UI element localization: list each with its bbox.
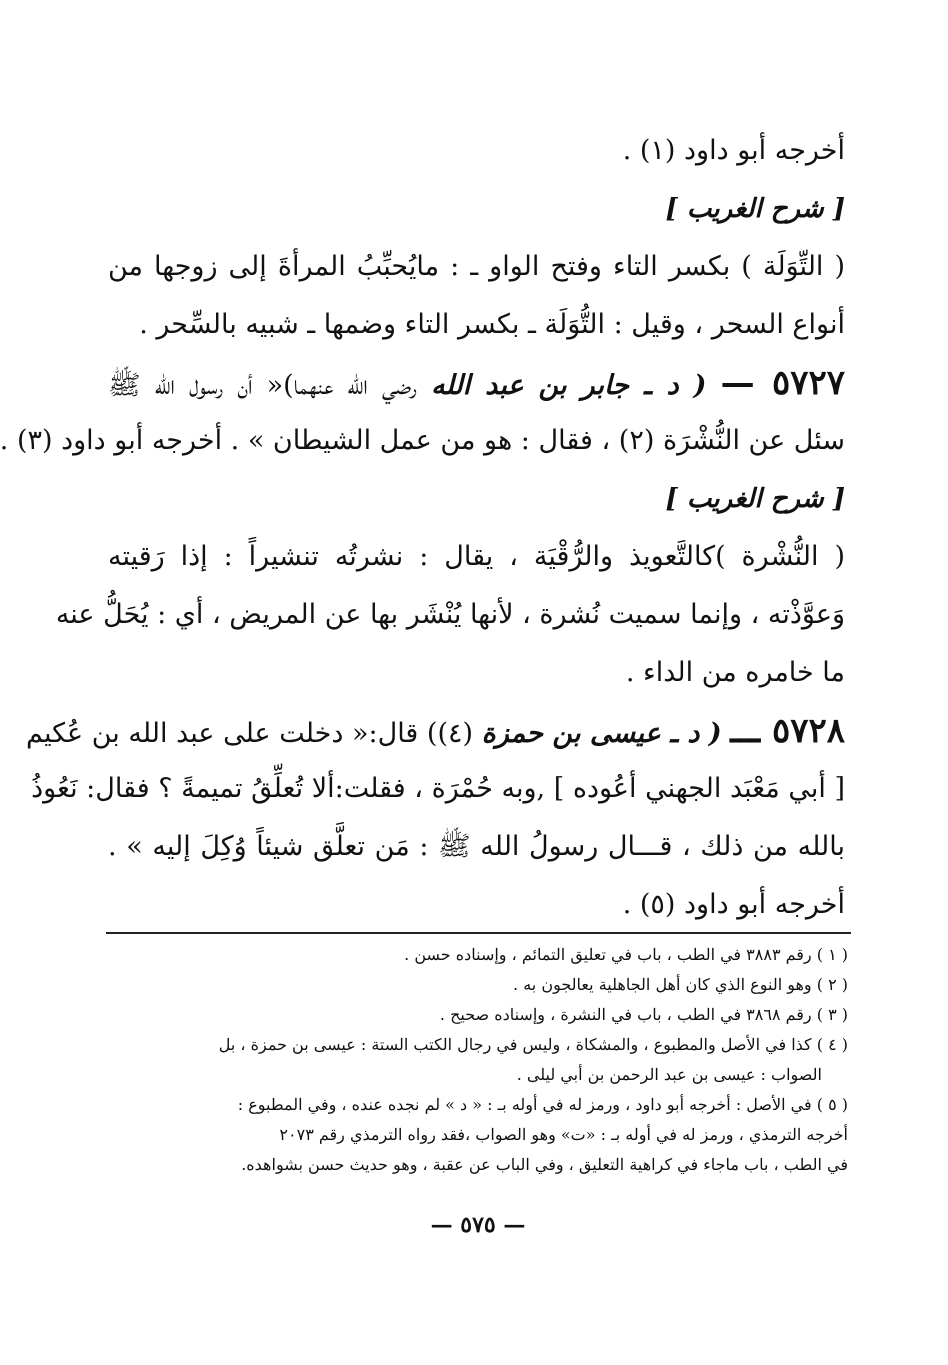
- line-4: أنواع السحر ، وقيل : التُّوَلَة ـ بكسر التاء وضمها ـ شبيه بالسِّحر .: [139, 309, 845, 340]
- footnote-separator: [106, 932, 851, 934]
- footnote-1: [108, 940, 848, 970]
- footnote-marker: ( ٢ ): [816, 975, 848, 994]
- main-text: [0, 122, 846, 934]
- footnote-5-continued-2: في الطب ، باب ماجاء في كراهية التعليق ، وفي الباب عن عقبة ، وهو حديث حسن بشواهده.: [241, 1155, 848, 1174]
- line-10: ما خامره من الداء .: [625, 657, 845, 688]
- hadith-5728-line: [25, 702, 845, 760]
- footnote-marker: ( ٣ ): [816, 1005, 848, 1024]
- hadith-narrator: ( د ـ عيسى بن حمزة: [481, 718, 722, 749]
- footnotes: [108, 940, 848, 1180]
- footnote-4: [108, 1030, 848, 1060]
- hadith-text: رضي الله عنهما)« أن رسول الله ﷺ: [108, 370, 417, 401]
- footnote-marker: ( ٥ ): [816, 1095, 848, 1114]
- line-1: أخرجه أبو داود (١) .: [622, 135, 845, 166]
- footnote-marker: ( ١ ): [816, 945, 848, 964]
- line-6: سئل عن النُّشْرَة (٢) ، فقال : هو من عمل الشيطان » . أخرجه أبو داود (٣) .: [0, 425, 845, 456]
- hadith-number: ٥٧٢٨ ـــ: [730, 711, 845, 751]
- footnote-marker: ( ٤ ): [816, 1035, 848, 1054]
- footnote-2: [108, 970, 848, 1000]
- line-13: بالله من ذلك ، قـــال رسولُ الله ﷺ : مَن تعلَّق شيئاً وُكِلَ إليه » .: [108, 831, 845, 862]
- section-heading-gharib: [ شرح الغريب ]: [665, 194, 845, 224]
- section-heading-gharib-2: [ شرح الغريب ]: [665, 484, 845, 514]
- hadith-5727-line: [108, 354, 845, 412]
- footnote-text: وهو النوع الذي كان أهل الجاهلية يعالجون به .: [513, 975, 812, 994]
- line-14: أخرجه أبو داود (٥) .: [622, 889, 845, 920]
- line-3: ( التِّوَلَة ) بكسر التاء وفتح الواو ـ : مايُحبِّبُ المرأةَ إلى زوجها من: [108, 251, 845, 282]
- hadith-text: (٤)) قال:« دخلت على عبد الله بن عُكيم: [25, 718, 474, 749]
- footnote-3: [108, 1000, 848, 1030]
- hadith-narrator: ( د ـ جابر بن عبد الله: [431, 370, 707, 401]
- footnote-text: في الأصل : أخرجه أبو داود ، ورمز له في أوله بـ : « د » لم نجده عنده ، وفي المطبوع :: [237, 1095, 812, 1114]
- footnote-text: رقم ٣٨٦٨ في الطب ، باب في النشرة ، وإسناده صحيح .: [439, 1005, 812, 1024]
- hadith-number: ٥٧٢٧ —: [720, 363, 846, 403]
- footnote-text: رقم ٣٨٨٣ في الطب ، باب في تعليق التمائم ، وإسناده حسن .: [404, 945, 812, 964]
- footnote-4-continued: الصواب : عيسى بن عبد الرحمن بن أبي ليلى .: [516, 1065, 822, 1084]
- footnote-5-continued: أخرجه الترمذي ، ورمز له في أوله بـ : «ت» وهو الصواب ،فقد رواه الترمذي رقم ٢٠٧٣: [279, 1125, 848, 1144]
- footnote-5: [108, 1090, 848, 1120]
- line-12: [ أبي مَعْبَد الجهني أعُوده ] ,وبه حُمْرَة ، فقلت:ألا تُعلِّقُ تميمةً ؟ فقال: نَعُوذُ: [31, 773, 845, 804]
- line-9: وَعوَّذْته ، وإنما سميت نُشرة ، لأنها يُنْشَر بها عن المريض ، أي : يُحَلُّ عنه: [55, 599, 845, 630]
- page-number: — ٥٧٥ —: [430, 1212, 526, 1238]
- line-8: ( النُّشْرة )كالتَّعويذ والرُّقْيَة ، يقال : نشرتُه تنشيراً : إذا رَقيته: [108, 541, 845, 572]
- footnote-text: كذا في الأصل والمطبوع ، والمشكاة ، وليس في رجال الكتب الستة : عيسى بن حمزة ، بل: [218, 1035, 812, 1054]
